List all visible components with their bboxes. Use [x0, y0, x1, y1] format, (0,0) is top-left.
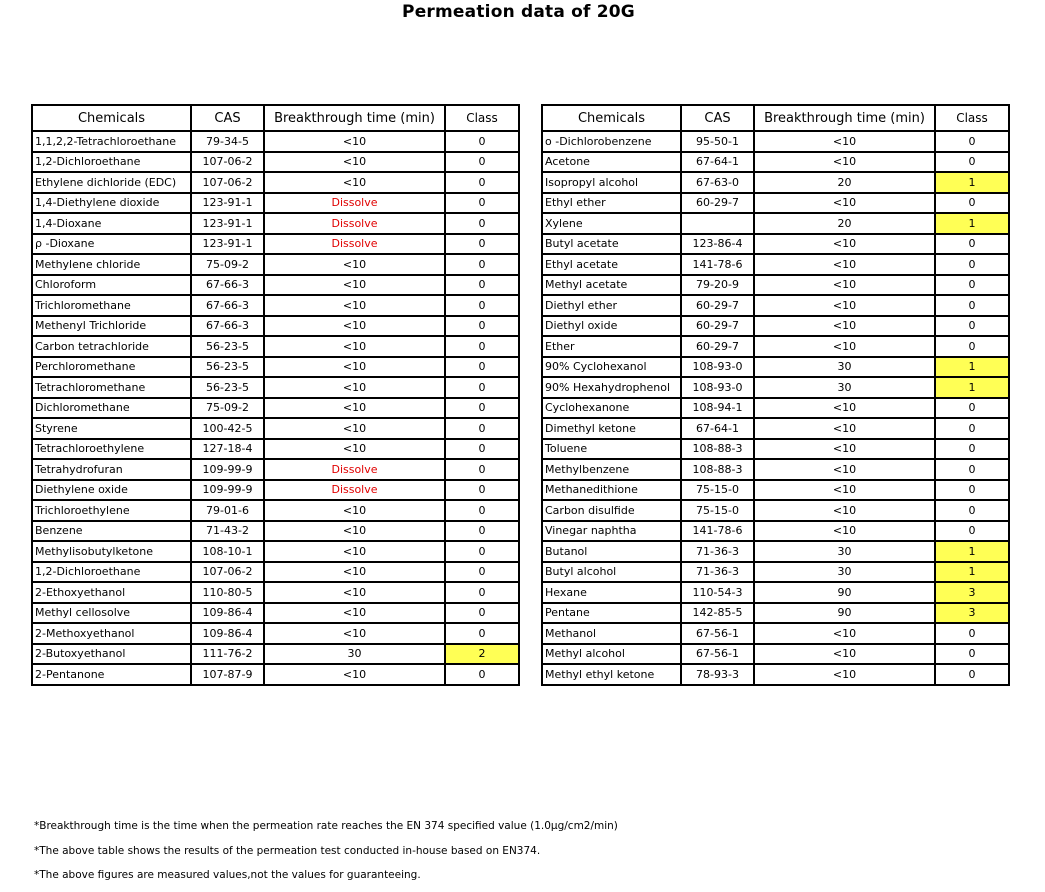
table-row	[32, 521, 519, 542]
breakthrough-cell: <10	[754, 152, 935, 173]
chemical-cell: Diethylene oxide	[32, 480, 191, 501]
chemical-cell: Butyl acetate	[542, 234, 681, 255]
chemical-cell: Ethyl ether	[542, 193, 681, 214]
breakthrough-cell: <10	[264, 377, 445, 398]
breakthrough-cell: <10	[754, 295, 935, 316]
breakthrough-cell: <10	[264, 152, 445, 173]
class-cell: 0	[445, 582, 519, 603]
header-cas: CAS	[681, 105, 754, 131]
breakthrough-cell: <10	[264, 664, 445, 685]
table-row	[542, 541, 1009, 562]
table-row	[32, 295, 519, 316]
chemical-cell: 1,4-Diethylene dioxide	[32, 193, 191, 214]
table-row	[542, 234, 1009, 255]
breakthrough-cell: <10	[264, 254, 445, 275]
class-cell: 0	[445, 275, 519, 296]
table-row	[542, 664, 1009, 685]
class-cell: 0	[935, 398, 1009, 419]
chemical-cell: Tetrachloromethane	[32, 377, 191, 398]
cas-cell: 60-29-7	[681, 193, 754, 214]
table-row	[542, 172, 1009, 193]
table-row	[32, 562, 519, 583]
table-row	[542, 295, 1009, 316]
table-row	[542, 562, 1009, 583]
class-cell: 0	[935, 480, 1009, 501]
class-cell: 0	[935, 336, 1009, 357]
table-row	[542, 213, 1009, 234]
table-row	[32, 500, 519, 521]
class-cell: 0	[445, 172, 519, 193]
cas-cell: 109-99-9	[191, 459, 264, 480]
breakthrough-cell: <10	[264, 439, 445, 460]
breakthrough-cell: 20	[754, 213, 935, 234]
chemical-cell: Acetone	[542, 152, 681, 173]
class-cell: 0	[935, 418, 1009, 439]
breakthrough-cell: <10	[264, 562, 445, 583]
chemical-cell: Tetrahydrofuran	[32, 459, 191, 480]
breakthrough-cell: <10	[264, 603, 445, 624]
table-row	[32, 254, 519, 275]
table-row	[542, 644, 1009, 665]
breakthrough-cell: <10	[754, 418, 935, 439]
chemical-cell: Methanol	[542, 623, 681, 644]
cas-cell: 60-29-7	[681, 295, 754, 316]
class-cell: 0	[445, 541, 519, 562]
chemical-cell: Methylbenzene	[542, 459, 681, 480]
class-cell: 3	[935, 603, 1009, 624]
class-cell: 0	[935, 439, 1009, 460]
breakthrough-cell: <10	[264, 357, 445, 378]
breakthrough-cell: <10	[264, 521, 445, 542]
breakthrough-cell: Dissolve	[264, 234, 445, 255]
table-row	[542, 623, 1009, 644]
table-row	[32, 439, 519, 460]
table-row	[32, 459, 519, 480]
table-row	[32, 152, 519, 173]
class-cell: 0	[445, 562, 519, 583]
table-row	[542, 480, 1009, 501]
table-body-left	[32, 131, 519, 685]
header-breakthrough-time: Breakthrough time (min)	[264, 105, 445, 131]
cas-cell: 67-66-3	[191, 316, 264, 337]
table-row	[542, 152, 1009, 173]
class-cell: 0	[445, 295, 519, 316]
chemical-cell: Carbon tetrachloride	[32, 336, 191, 357]
table-row	[542, 377, 1009, 398]
class-cell: 0	[445, 254, 519, 275]
class-cell: 0	[445, 152, 519, 173]
cas-cell: 67-66-3	[191, 275, 264, 296]
table-row	[542, 418, 1009, 439]
class-cell: 0	[445, 377, 519, 398]
table-row	[32, 234, 519, 255]
chemical-cell: Chloroform	[32, 275, 191, 296]
table-row	[32, 316, 519, 337]
chemical-cell: Methylisobutylketone	[32, 541, 191, 562]
breakthrough-cell: <10	[754, 500, 935, 521]
permeation-table-left	[31, 104, 520, 686]
cas-cell: 75-09-2	[191, 398, 264, 419]
class-cell: 0	[445, 234, 519, 255]
cas-cell: 142-85-5	[681, 603, 754, 624]
breakthrough-cell: Dissolve	[264, 459, 445, 480]
chemical-cell: Tetrachloroethylene	[32, 439, 191, 460]
class-cell: 0	[445, 336, 519, 357]
breakthrough-cell: <10	[264, 172, 445, 193]
chemical-cell: 90% Cyclohexanol	[542, 357, 681, 378]
breakthrough-cell: <10	[754, 623, 935, 644]
table-row	[542, 357, 1009, 378]
cas-cell: 56-23-5	[191, 336, 264, 357]
breakthrough-cell: <10	[264, 623, 445, 644]
header-breakthrough-time: Breakthrough time (min)	[754, 105, 935, 131]
chemical-cell: 2-Ethoxyethanol	[32, 582, 191, 603]
class-cell: 0	[935, 664, 1009, 685]
cas-cell: 123-91-1	[191, 193, 264, 214]
cas-cell: 107-87-9	[191, 664, 264, 685]
class-cell: 0	[445, 521, 519, 542]
class-cell: 0	[445, 459, 519, 480]
table-row	[542, 131, 1009, 152]
breakthrough-cell: <10	[754, 234, 935, 255]
class-cell: 0	[445, 603, 519, 624]
cas-cell: 108-10-1	[191, 541, 264, 562]
cas-cell: 111-76-2	[191, 644, 264, 665]
footnote: *The above figures are measured values,not the values for guaranteeing.	[34, 869, 421, 881]
breakthrough-cell: <10	[754, 644, 935, 665]
cas-cell: 123-91-1	[191, 234, 264, 255]
table-row	[32, 603, 519, 624]
cas-cell: 95-50-1	[681, 131, 754, 152]
cas-cell: 108-88-3	[681, 459, 754, 480]
class-cell: 0	[935, 500, 1009, 521]
header-chemicals: Chemicals	[32, 105, 191, 131]
chemical-cell: Toluene	[542, 439, 681, 460]
cas-cell: 109-99-9	[191, 480, 264, 501]
chemical-cell: Ethylene dichloride (EDC)	[32, 172, 191, 193]
chemical-cell: 1,1,2,2-Tetrachloroethane	[32, 131, 191, 152]
breakthrough-cell: 30	[754, 541, 935, 562]
chemical-cell: Perchloromethane	[32, 357, 191, 378]
cas-cell: 67-64-1	[681, 152, 754, 173]
breakthrough-cell: <10	[754, 254, 935, 275]
breakthrough-cell: <10	[264, 418, 445, 439]
header-chemicals: Chemicals	[542, 105, 681, 131]
chemical-cell: Cyclohexanone	[542, 398, 681, 419]
cas-cell: 107-06-2	[191, 152, 264, 173]
breakthrough-cell: 90	[754, 603, 935, 624]
chemical-cell: Diethyl ether	[542, 295, 681, 316]
breakthrough-cell: 30	[754, 562, 935, 583]
cas-cell: 108-94-1	[681, 398, 754, 419]
cas-cell: 100-42-5	[191, 418, 264, 439]
breakthrough-cell: <10	[754, 316, 935, 337]
table-row	[32, 131, 519, 152]
cas-cell: 60-29-7	[681, 336, 754, 357]
chemical-cell: Diethyl oxide	[542, 316, 681, 337]
class-cell: 0	[445, 316, 519, 337]
cas-cell: 71-43-2	[191, 521, 264, 542]
breakthrough-cell: Dissolve	[264, 480, 445, 501]
cas-cell: 108-93-0	[681, 377, 754, 398]
chemical-cell: Methyl ethyl ketone	[542, 664, 681, 685]
table-row	[542, 398, 1009, 419]
class-cell: 0	[445, 480, 519, 501]
cas-cell: 67-56-1	[681, 644, 754, 665]
breakthrough-cell: Dissolve	[264, 193, 445, 214]
table-row	[542, 275, 1009, 296]
table-row	[32, 336, 519, 357]
breakthrough-cell: <10	[754, 439, 935, 460]
table-row	[32, 623, 519, 644]
class-cell: 0	[445, 193, 519, 214]
class-cell: 0	[445, 213, 519, 234]
cas-cell: 71-36-3	[681, 562, 754, 583]
class-cell: 0	[935, 152, 1009, 173]
cas-cell: 109-86-4	[191, 603, 264, 624]
chemical-cell: Ether	[542, 336, 681, 357]
chemical-cell: Butanol	[542, 541, 681, 562]
cas-cell: 67-63-0	[681, 172, 754, 193]
table-row	[542, 439, 1009, 460]
chemical-cell: Butyl alcohol	[542, 562, 681, 583]
table-row	[542, 459, 1009, 480]
cas-cell: 108-93-0	[681, 357, 754, 378]
table-row	[32, 582, 519, 603]
class-cell: 0	[935, 521, 1009, 542]
cas-cell: 141-78-6	[681, 254, 754, 275]
table-row	[32, 480, 519, 501]
class-cell: 1	[935, 172, 1009, 193]
chemical-cell: Carbon disulfide	[542, 500, 681, 521]
cas-cell: 56-23-5	[191, 357, 264, 378]
chemical-cell: 2-Butoxyethanol	[32, 644, 191, 665]
chemical-cell: Dichloromethane	[32, 398, 191, 419]
table-row	[32, 644, 519, 665]
table-row	[542, 254, 1009, 275]
breakthrough-cell: 90	[754, 582, 935, 603]
cas-cell	[681, 213, 754, 234]
breakthrough-cell: <10	[754, 398, 935, 419]
cas-cell: 71-36-3	[681, 541, 754, 562]
table-row	[32, 193, 519, 214]
breakthrough-cell: <10	[264, 295, 445, 316]
chemical-cell: Methanedithione	[542, 480, 681, 501]
chemical-cell: Isopropyl alcohol	[542, 172, 681, 193]
class-cell: 3	[935, 582, 1009, 603]
class-cell: 0	[935, 254, 1009, 275]
cas-cell: 79-20-9	[681, 275, 754, 296]
table-row	[32, 541, 519, 562]
breakthrough-cell: 20	[754, 172, 935, 193]
breakthrough-cell: <10	[754, 521, 935, 542]
breakthrough-cell: <10	[264, 275, 445, 296]
chemical-cell: 2-Methoxyethanol	[32, 623, 191, 644]
table-row	[32, 357, 519, 378]
chemical-cell: ρ -Dioxane	[32, 234, 191, 255]
table-row	[32, 213, 519, 234]
chemical-cell: Methyl acetate	[542, 275, 681, 296]
class-cell: 0	[935, 275, 1009, 296]
header-class: Class	[935, 105, 1009, 131]
breakthrough-cell: <10	[754, 193, 935, 214]
table-row	[542, 521, 1009, 542]
class-cell: 1	[935, 541, 1009, 562]
cas-cell: 79-34-5	[191, 131, 264, 152]
table-row	[32, 275, 519, 296]
cas-cell: 67-56-1	[681, 623, 754, 644]
class-cell: 1	[935, 562, 1009, 583]
chemical-cell: Methylene chloride	[32, 254, 191, 275]
table-header-row	[32, 105, 519, 131]
table-row	[32, 172, 519, 193]
cas-cell: 110-54-3	[681, 582, 754, 603]
class-cell: 0	[445, 398, 519, 419]
cas-cell: 75-15-0	[681, 500, 754, 521]
cas-cell: 123-86-4	[681, 234, 754, 255]
chemical-cell: 1,4-Dioxane	[32, 213, 191, 234]
chemical-cell: Xylene	[542, 213, 681, 234]
breakthrough-cell: <10	[264, 398, 445, 419]
class-cell: 1	[935, 377, 1009, 398]
cas-cell: 108-88-3	[681, 439, 754, 460]
chemical-cell: Ethyl acetate	[542, 254, 681, 275]
table-row	[542, 336, 1009, 357]
cas-cell: 78-93-3	[681, 664, 754, 685]
breakthrough-cell: <10	[754, 480, 935, 501]
chemical-cell: 1,2-Dichloroethane	[32, 152, 191, 173]
chemical-cell: Methyl cellosolve	[32, 603, 191, 624]
class-cell: 0	[935, 193, 1009, 214]
class-cell: 0	[445, 418, 519, 439]
chemical-cell: 90% Hexahydrophenol	[542, 377, 681, 398]
table-row	[32, 398, 519, 419]
class-cell: 1	[935, 357, 1009, 378]
breakthrough-cell: 30	[754, 357, 935, 378]
footnote: *The above table shows the results of the permeation test conducted in-house based on EN374.	[34, 844, 541, 857]
class-cell: 0	[935, 644, 1009, 665]
cas-cell: 109-86-4	[191, 623, 264, 644]
class-cell: 0	[445, 357, 519, 378]
class-cell: 0	[935, 234, 1009, 255]
cas-cell: 141-78-6	[681, 521, 754, 542]
breakthrough-cell: <10	[754, 664, 935, 685]
breakthrough-cell: Dissolve	[264, 213, 445, 234]
table-row	[32, 418, 519, 439]
breakthrough-cell: <10	[264, 541, 445, 562]
cas-cell: 79-01-6	[191, 500, 264, 521]
table-row	[542, 193, 1009, 214]
table-row	[542, 316, 1009, 337]
cas-cell: 127-18-4	[191, 439, 264, 460]
breakthrough-cell: <10	[264, 131, 445, 152]
class-cell: 0	[445, 439, 519, 460]
chemical-cell: Vinegar naphtha	[542, 521, 681, 542]
breakthrough-cell: 30	[264, 644, 445, 665]
header-class: Class	[445, 105, 519, 131]
chemical-cell: Hexane	[542, 582, 681, 603]
table-row	[542, 500, 1009, 521]
chemical-cell: 2-Pentanone	[32, 664, 191, 685]
cas-cell: 67-66-3	[191, 295, 264, 316]
header-cas: CAS	[191, 105, 264, 131]
breakthrough-cell: <10	[754, 459, 935, 480]
class-cell: 0	[935, 295, 1009, 316]
cas-cell: 75-09-2	[191, 254, 264, 275]
breakthrough-cell: <10	[264, 316, 445, 337]
table-body-right	[542, 131, 1009, 685]
cas-cell: 107-06-2	[191, 172, 264, 193]
table-header-row	[542, 105, 1009, 131]
breakthrough-cell: <10	[264, 500, 445, 521]
chemical-cell: Benzene	[32, 521, 191, 542]
cas-cell: 60-29-7	[681, 316, 754, 337]
chemical-cell: Styrene	[32, 418, 191, 439]
chemical-cell: Dimethyl ketone	[542, 418, 681, 439]
breakthrough-cell: <10	[264, 582, 445, 603]
cas-cell: 110-80-5	[191, 582, 264, 603]
chemical-cell: Trichloromethane	[32, 295, 191, 316]
class-cell: 2	[445, 644, 519, 665]
cas-cell: 107-06-2	[191, 562, 264, 583]
class-cell: 0	[935, 316, 1009, 337]
table-row	[542, 582, 1009, 603]
chemical-cell: Pentane	[542, 603, 681, 624]
class-cell: 0	[445, 131, 519, 152]
chemical-cell: 1,2-Dichloroethane	[32, 562, 191, 583]
chemical-cell: Methyl alcohol	[542, 644, 681, 665]
class-cell: 0	[445, 664, 519, 685]
table-row	[542, 603, 1009, 624]
class-cell: 0	[935, 623, 1009, 644]
breakthrough-cell: <10	[754, 336, 935, 357]
class-cell: 0	[935, 459, 1009, 480]
permeation-table-right	[541, 104, 1010, 686]
class-cell: 1	[935, 213, 1009, 234]
cas-cell: 123-91-1	[191, 213, 264, 234]
class-cell: 0	[445, 623, 519, 644]
class-cell: 0	[445, 500, 519, 521]
breakthrough-cell: 30	[754, 377, 935, 398]
cas-cell: 56-23-5	[191, 377, 264, 398]
footnotes	[34, 818, 618, 892]
table-row	[32, 664, 519, 685]
page-title: Permeation data of 20G	[402, 2, 635, 22]
breakthrough-cell: <10	[264, 336, 445, 357]
breakthrough-cell: <10	[754, 131, 935, 152]
class-cell: 0	[935, 131, 1009, 152]
chemical-cell: Methenyl Trichloride	[32, 316, 191, 337]
footnote: *Breakthrough time is the time when the permeation rate reaches the EN 374 specified value (1.0μg/cm2/min)	[34, 820, 618, 832]
breakthrough-cell: <10	[754, 275, 935, 296]
chemical-cell: o -Dichlorobenzene	[542, 131, 681, 152]
cas-cell: 75-15-0	[681, 480, 754, 501]
table-row	[32, 377, 519, 398]
chemical-cell: Trichloroethylene	[32, 500, 191, 521]
cas-cell: 67-64-1	[681, 418, 754, 439]
